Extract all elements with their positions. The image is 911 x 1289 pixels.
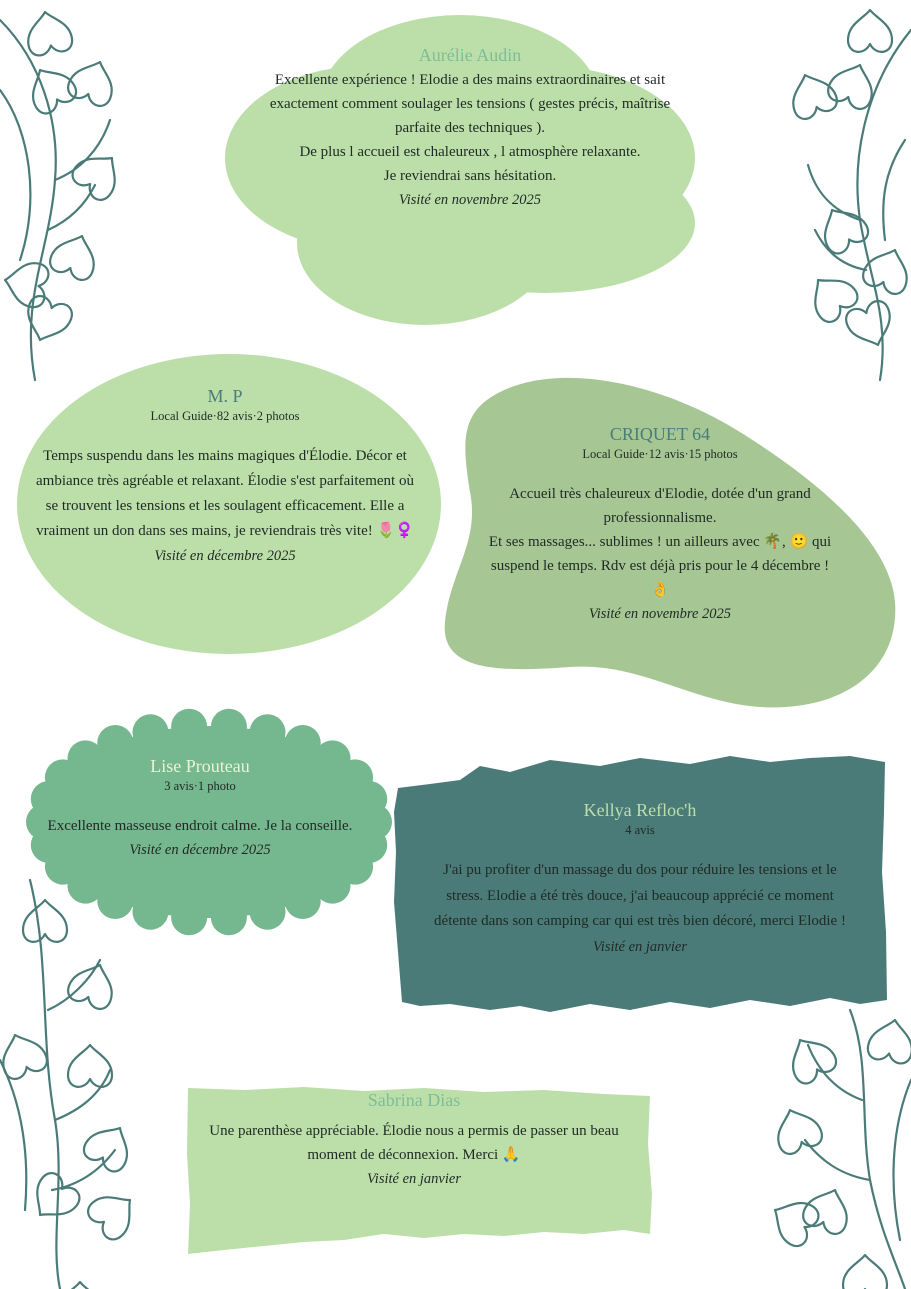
reviewer-name: Sabrina Dias (367, 1090, 461, 1110)
review-line: J'ai pu profiter d'un massage du dos pour réduire les tensions et le (443, 862, 837, 878)
review-line: suspend le temps. Rdv est déjà pris pour le 4 décembre ! (490, 558, 830, 574)
reviewer-name: M. P (207, 386, 243, 406)
reviewer-name: Aurélie Audin (418, 45, 522, 65)
visit-date: Visité en décembre 2025 (154, 548, 296, 564)
review-text (15, 814, 385, 838)
review-text (392, 858, 888, 935)
review-line: Je reviendrai sans hésitation. (383, 168, 557, 184)
reviewer-meta: Local Guide·12 avis·15 photos (582, 447, 738, 461)
reviewer-name: CRIQUET 64 (609, 424, 711, 444)
review-text (455, 482, 865, 602)
review-line: Accueil très chaleureux d'Elodie, dotée d'un grand (509, 486, 811, 502)
reviewer-meta: 3 avis·1 photo (164, 779, 236, 793)
review-line: Et ses massages... sublimes ! un ailleurs avec 🌴, 🙂 qui (488, 534, 832, 550)
review-card (210, 45, 730, 212)
review-line: moment de déconnexion. Merci 🙏 (307, 1147, 521, 1163)
reviewer-name: Lise Prouteau (150, 756, 250, 776)
reviewer-meta: 4 avis (625, 823, 655, 837)
review-line: professionnalisme. (603, 510, 717, 526)
review-line: exactement comment soulager les tensions ( gestes précis, maîtrise (269, 96, 671, 112)
reviewer-meta: Local Guide·82 avis·2 photos (150, 409, 300, 423)
review-line: Excellente masseuse endroit calme. Je la conseille. (47, 818, 353, 834)
review-text (0, 444, 450, 544)
review-text (210, 68, 730, 188)
review-line: stress. Elodie a été très douce, j'ai beaucoup apprécié ce moment (446, 887, 834, 904)
visit-date: Visité en janvier (367, 1171, 461, 1187)
review-line: Une parenthèse appréciable. Élodie nous a permis de passer un beau (209, 1123, 619, 1139)
review-line: 👌 (650, 582, 670, 598)
review-card (455, 424, 865, 626)
review-card (392, 800, 888, 959)
review-line: ambiance très agréable et relaxant. Élodie s'est parfaitement où (36, 473, 414, 489)
review-line: De plus l accueil est chaleureux , l atmosphère relaxante. (299, 144, 641, 160)
review-card (15, 756, 385, 862)
visit-date: Visité en décembre 2025 (129, 842, 271, 858)
visit-date: Visité en janvier (593, 938, 687, 955)
review-line: Temps suspendu dans les mains magiques d'Élodie. Décor et (43, 448, 407, 464)
review-card (184, 1090, 644, 1191)
review-card (0, 386, 450, 568)
reviewer-name: Kellya Refloc'h (583, 800, 697, 820)
visit-date: Visité en novembre 2025 (398, 192, 542, 208)
review-line: vraiment un don dans ses mains, je reviendrais très vite! 🌷♀️ (36, 523, 414, 539)
visit-date: Visité en novembre 2025 (588, 606, 732, 622)
review-line: Excellente expérience ! Elodie a des mains extraordinaires et sait (274, 72, 666, 88)
review-line: détente dans son camping car qui est très bien décoré, merci Elodie ! (434, 913, 846, 929)
review-line: parfaite des techniques ). (395, 120, 545, 136)
review-line: se trouvent les tensions et les soulagent efficacement. Elle a (45, 498, 405, 514)
review-text (184, 1119, 644, 1167)
